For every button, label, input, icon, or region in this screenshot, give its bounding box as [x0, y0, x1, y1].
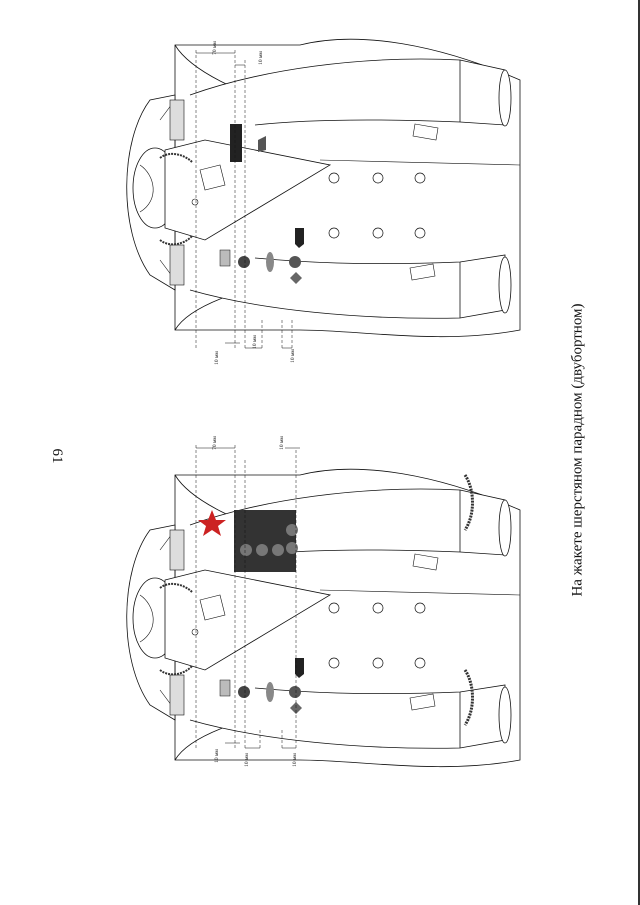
dimension-label: 10 мм [258, 51, 264, 65]
page-number: 61 [49, 448, 65, 464]
dimension-label: 10 мм [214, 749, 220, 763]
dimension-label: 10 мм [290, 349, 296, 363]
dimension-label: 70 мм [212, 41, 218, 55]
jacket-figure-top [127, 39, 520, 365]
medal-bar-icon [230, 124, 242, 162]
medal-bar-icon [234, 510, 296, 572]
dimension-label: 10 мм [214, 351, 220, 365]
dimension-label: 10 мм [279, 436, 285, 450]
dimension-label: 10 мм [292, 753, 298, 767]
dimension-label: 10 мм [244, 753, 250, 767]
dimension-label: 10 мм [252, 335, 258, 349]
jacket-figure-bottom [127, 436, 520, 767]
caption-text: На жакете шерстяном парадном (двубортном) [569, 303, 586, 597]
dimension-label: 70 мм [212, 436, 218, 450]
